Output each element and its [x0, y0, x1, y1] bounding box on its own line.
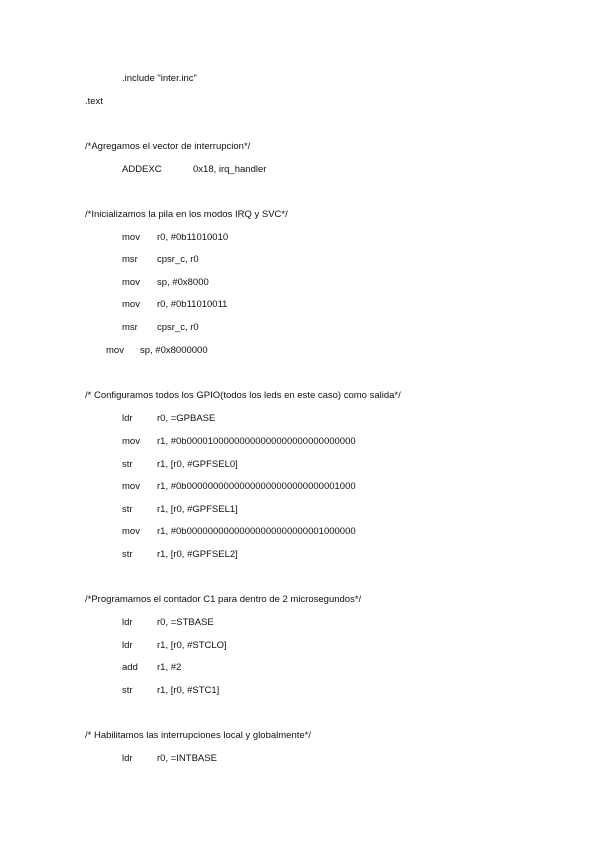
- instruction-args: r0, =GPBASE: [157, 413, 216, 424]
- instruction-op: str: [122, 459, 133, 470]
- text-section-directive: .text: [85, 96, 103, 107]
- instruction-args: cpsr_c, r0: [157, 322, 199, 333]
- instruction-args: r0, =INTBASE: [157, 753, 217, 764]
- comment-interrupts: /* Habilitamos las interrupciones local y globalmente*/: [85, 730, 312, 741]
- instruction-args: r1, #2: [157, 662, 182, 673]
- instruction-op: str: [122, 504, 133, 515]
- instruction-op: str: [122, 685, 133, 696]
- instruction-args: sp, #0x8000: [157, 277, 209, 288]
- instruction-args: r1, [r0, #STCLO]: [157, 640, 227, 651]
- instruction-op: mov: [122, 526, 140, 537]
- instruction-args: r1, [r0, #STC1]: [157, 685, 220, 696]
- instruction-args: r1, [r0, #GPFSEL0]: [157, 459, 238, 470]
- instruction-args: r1, #0b00000000000000000000000001000000: [157, 526, 356, 537]
- instruction-op: mov: [122, 277, 140, 288]
- instruction-op: str: [122, 549, 133, 560]
- instruction-op: add: [122, 662, 138, 673]
- instruction-args: r0, =STBASE: [157, 617, 214, 628]
- instruction-op: mov: [122, 481, 140, 492]
- instruction-args: 0x18, irq_handler: [193, 164, 267, 175]
- instruction-op: ldr: [122, 640, 133, 651]
- instruction-op: mov: [122, 232, 140, 243]
- instruction-op: ldr: [122, 413, 133, 424]
- instruction-args: cpsr_c, r0: [157, 254, 199, 265]
- instruction-args: r1, #0b00001000000000000000000000000000: [157, 436, 356, 447]
- instruction-op: mov: [122, 299, 140, 310]
- comment-vector: /*Agregamos el vector de interrupcion*/: [85, 141, 251, 152]
- instruction-op: mov: [106, 345, 124, 356]
- instruction-args: r1, [r0, #GPFSEL1]: [157, 504, 238, 515]
- include-directive: .include "inter.inc": [122, 73, 197, 84]
- comment-gpio: /* Configuramos todos los GPIO(todos los leds en este caso) como salida*/: [85, 390, 401, 401]
- comment-stack: /*Inicializamos la pila en los modos IRQ y SVC*/: [85, 209, 288, 220]
- instruction-args: sp, #0x8000000: [140, 345, 208, 356]
- instruction-args: r1, [r0, #GPFSEL2]: [157, 549, 238, 560]
- instruction-args: r0, #0b11010011: [157, 299, 228, 310]
- instruction-op: ADDEXC: [122, 164, 162, 175]
- instruction-op: mov: [122, 436, 140, 447]
- instruction-op: msr: [122, 254, 138, 265]
- comment-timer: /*Programamos el contador C1 para dentro de 2 microsegundos*/: [85, 594, 362, 605]
- instruction-op: ldr: [122, 617, 133, 628]
- instruction-args: r1, #0b00000000000000000000000000001000: [157, 481, 356, 492]
- instruction-op: msr: [122, 322, 138, 333]
- instruction-op: ldr: [122, 753, 133, 764]
- instruction-args: r0, #0b11010010: [157, 232, 229, 243]
